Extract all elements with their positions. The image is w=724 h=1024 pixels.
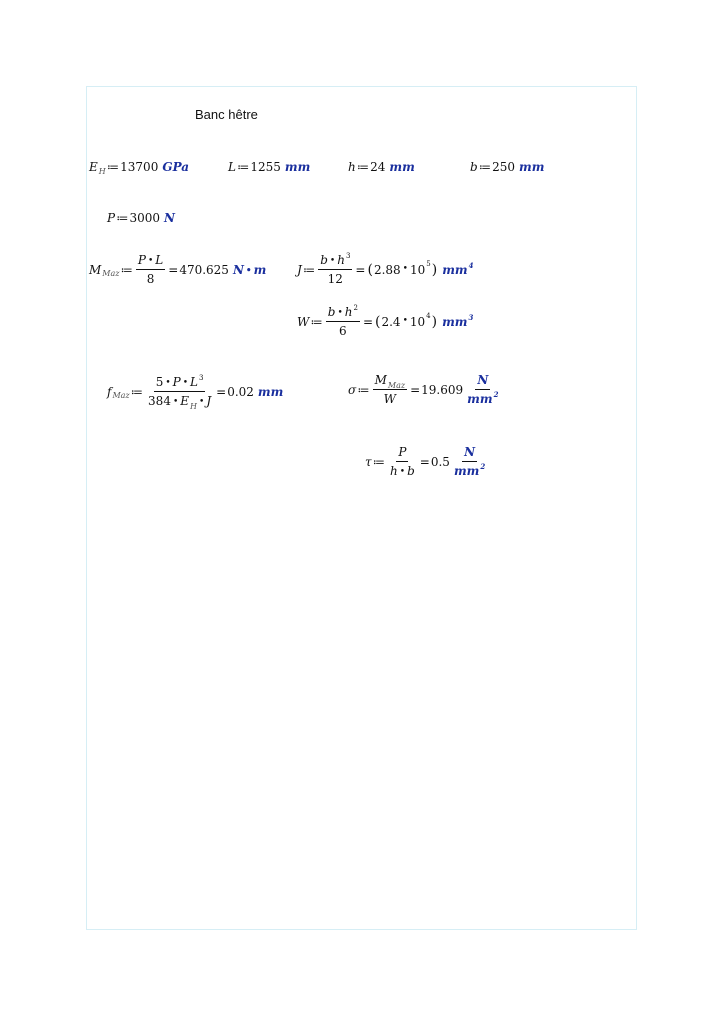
w-assign: ≔ — [310, 314, 323, 329]
l-assign: ≔ — [236, 160, 250, 174]
eq-eh[interactable] — [89, 160, 189, 174]
fmaz-assign: ≔ — [130, 384, 144, 399]
tau-denominator: h • b — [390, 464, 415, 478]
j-fraction — [318, 253, 352, 286]
fmaz-symbol: f — [107, 384, 112, 399]
w-unit: $mm^3$ — [442, 312, 474, 329]
eq-b[interactable] — [470, 160, 544, 174]
j-power: 5 — [426, 259, 431, 268]
document-title: Banc hêtre — [195, 107, 258, 122]
tau-assign: ≔ — [372, 454, 386, 469]
sigma-numerator: $M_{Maz}$ — [374, 373, 406, 390]
fmaz-numerator: 5 • P • $L^3$ — [154, 375, 206, 392]
l-unit: mm — [284, 160, 311, 174]
eq-h[interactable] — [348, 160, 415, 174]
j-equals: = — [355, 262, 366, 277]
eq-j[interactable]: J ≔ $\frac{b • h^3}{12}$ = ( 2.88 • 10 5 ) $mm^4$ — [297, 252, 474, 286]
h-assign: ≔ — [356, 160, 370, 174]
mmaz-denominator: 8 — [146, 272, 155, 286]
mmaz-assign: ≔ — [120, 262, 133, 277]
eh-symbol: E — [89, 160, 98, 174]
p-unit: N — [164, 211, 175, 225]
h-value: 24 — [370, 160, 386, 174]
mmaz-numerator: P • L — [136, 253, 165, 270]
h-symbol: h — [348, 160, 356, 174]
p-symbol: P — [107, 211, 116, 225]
sigma-equals: = — [410, 382, 421, 397]
eh-value: 13700 — [120, 160, 159, 174]
p-value: 3000 — [129, 211, 161, 225]
eq-tau[interactable] — [365, 445, 489, 478]
fmaz-equals: = — [216, 384, 227, 399]
mmaz-equals: = — [168, 262, 179, 277]
w-power: 4 — [426, 311, 431, 320]
w-denominator: 6 — [339, 324, 347, 338]
eh-subscript: H — [98, 166, 106, 176]
fmaz-denominator: 384 • $E_H$ • J — [148, 394, 212, 411]
b-unit: mm — [519, 160, 545, 174]
w-numerator: b • $h^2$ — [326, 305, 360, 322]
tau-numerator: P — [396, 445, 408, 462]
eq-l[interactable] — [228, 160, 310, 174]
b-value: 250 — [492, 160, 515, 174]
tau-unit: $\frac{N}{mm^2}$ — [453, 445, 486, 478]
l-value: 1255 — [250, 160, 281, 174]
j-unit: $mm^4$ — [442, 260, 474, 277]
eq-mmaz[interactable] — [89, 253, 266, 286]
w-fraction — [326, 305, 360, 338]
j-denominator: 12 — [327, 272, 343, 286]
sigma-denominator: W — [383, 392, 397, 406]
b-assign: ≔ — [478, 160, 492, 174]
j-assign: ≔ — [302, 262, 316, 277]
sigma-value: 19.609 — [421, 382, 464, 397]
w-mantissa: 2.4 — [381, 314, 401, 329]
sigma-fraction — [373, 373, 407, 406]
mmaz-value: 470.625 — [179, 262, 229, 277]
fmaz-subscript: Maz — [112, 391, 130, 400]
h-unit: mm — [389, 160, 415, 174]
sigma-assign: ≔ — [357, 382, 370, 397]
mmaz-fraction — [136, 253, 165, 286]
fmaz-fraction — [146, 374, 213, 411]
w-symbol: W — [297, 314, 310, 329]
w-equals: = — [362, 314, 374, 329]
j-symbol: J — [297, 262, 302, 277]
eh-assign: ≔ — [106, 160, 120, 174]
p-assign: ≔ — [116, 211, 129, 225]
l-symbol: L — [228, 160, 236, 174]
fmaz-unit: mm — [257, 384, 284, 399]
eq-w[interactable]: W ≔ $\frac{b • h^2}{6}$ = ( 2.4 • 10 4 ) $mm^3$ — [297, 304, 474, 338]
j-numerator: b • $h^3$ — [318, 253, 352, 270]
eq-fmaz[interactable] — [107, 374, 284, 411]
fmaz-value: 0.02 — [227, 384, 254, 399]
eh-unit: GPa — [162, 160, 190, 174]
tau-value: 0.5 — [430, 454, 450, 469]
b-symbol: b — [470, 160, 478, 174]
mmaz-unit: N • m — [232, 262, 267, 277]
mmaz-subscript: Maz — [102, 269, 120, 278]
eq-sigma[interactable] — [348, 373, 502, 406]
j-base: 10 — [409, 262, 426, 277]
tau-symbol: τ — [365, 454, 372, 469]
tau-equals: = — [419, 454, 430, 469]
j-mantissa: 2.88 — [373, 262, 401, 277]
mmaz-symbol: M — [89, 262, 102, 277]
sigma-symbol: σ — [348, 382, 357, 397]
w-base: 10 — [409, 314, 426, 329]
tau-fraction — [388, 445, 417, 478]
sigma-unit: $\frac{N}{mm^2}$ — [467, 373, 499, 406]
eq-p[interactable] — [107, 211, 175, 225]
